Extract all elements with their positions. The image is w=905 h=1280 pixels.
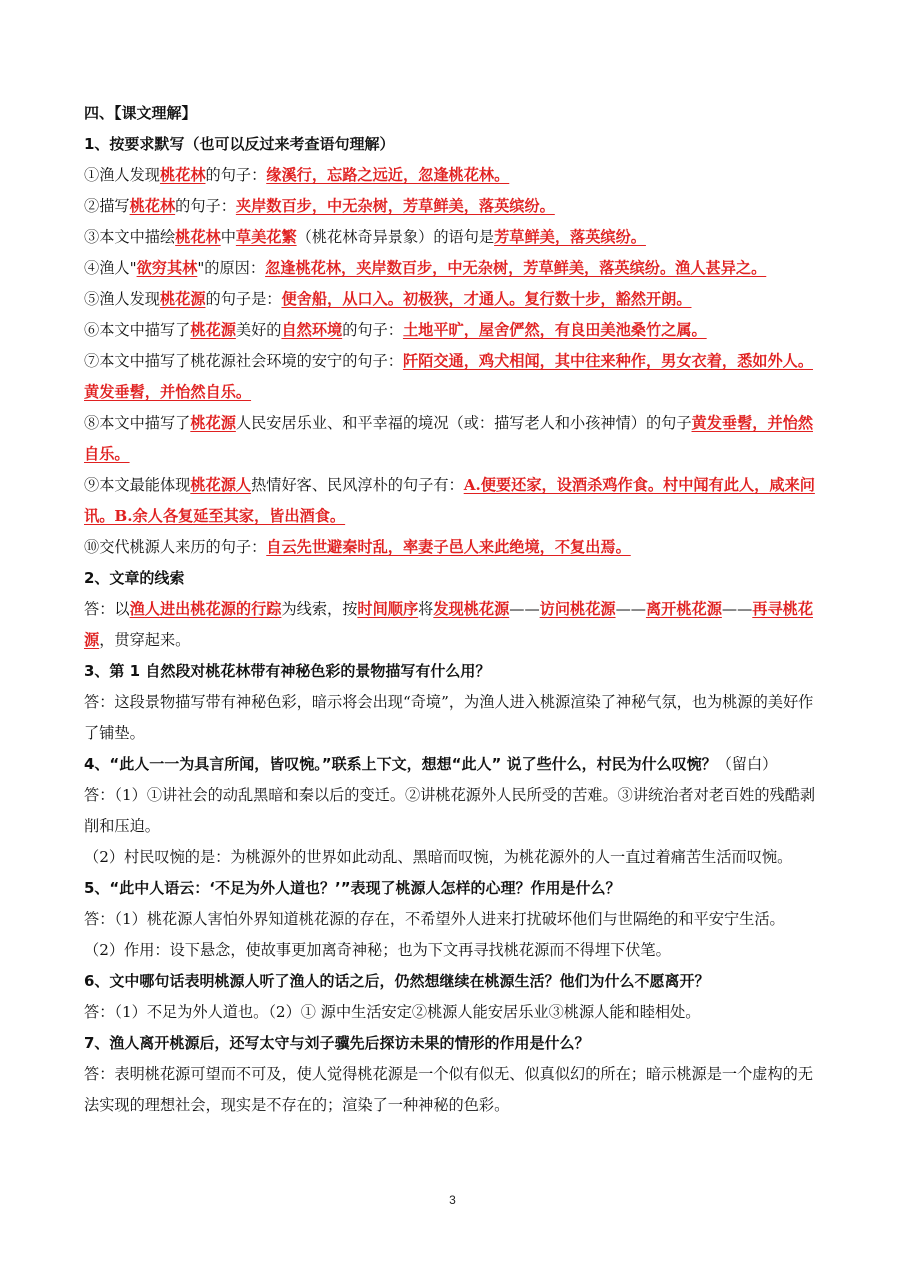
keyword: 发现桃花源 bbox=[433, 600, 510, 618]
answer: 土地平旷，屋舍俨然，有良田美池桑竹之属。 bbox=[402, 321, 707, 339]
answer: 缘溪行，忘路之远近，忽逢桃花林。 bbox=[266, 166, 510, 184]
page-number: 3 bbox=[449, 1193, 456, 1207]
section-title: 四、【课文理解】 bbox=[84, 104, 197, 122]
q1-item-6: ⑥本文中描写了桃花源美好的自然环境的句子：土地平旷，屋舍俨然，有良田美池桑竹之属。 bbox=[84, 321, 707, 339]
q1-item-4: ④渔人"欲穷其林"的原因：忽逢桃花林，夹岸数百步，中无杂树，芳草鲜美，落英缤纷。渔人甚异之。 bbox=[84, 259, 767, 277]
answer: A.便要还家，设酒杀鸡作食。村中闻有此人，咸来问讯。B.余人各复延至其家，皆出酒食。 bbox=[84, 476, 815, 525]
q1-item-5: ⑤渔人发现桃花源的句子是：便舍船，从口入。初极狭，才通人。复行数十步，豁然开朗。 bbox=[84, 290, 692, 308]
q2-title: 2、文章的线索 bbox=[84, 569, 185, 587]
q3-answer: 答：这段景物描写带有神秘色彩，暗示将会出现“奇境”，为渔人进入桃源渲染了神秘气氛，也为桃源的美好作了铺垫。 bbox=[84, 693, 814, 742]
worksheet-page bbox=[84, 98, 826, 1121]
q1-item-1: ①渔人发现桃花林的句子：缘溪行，忘路之远近，忽逢桃花林。 bbox=[84, 166, 510, 184]
keyword: 自然环境 bbox=[281, 321, 343, 339]
q6-title: 6、文中哪句话表明桃源人听了渔人的话之后，仍然想继续在桃源生活？他们为什么不愿离开？ bbox=[84, 972, 710, 990]
keyword: 再寻桃花源 bbox=[84, 600, 813, 649]
keyword: 渔人进出桃花源的行踪 bbox=[129, 600, 282, 618]
keyword: 时间顺序 bbox=[357, 600, 419, 618]
q1-item-8: ⑧本文中描写了桃花源人民安居乐业、和平幸福的境况（或：描写老人和小孩神情）的句子黄发垂髫，并怡然自乐。 bbox=[84, 414, 813, 463]
q3-title: 3、第 1 自然段对桃花林带有神秘色彩的景物描写有什么用？ bbox=[84, 662, 491, 680]
q5-answer-1: 答：（1）桃花源人害怕外界知道桃花源的存在，不希望外人进来打扰破坏他们与世隔绝的和平安宁生活。 bbox=[84, 910, 785, 928]
q2-answer: 答：以渔人进出桃花源的行踪为线索，按时间顺序将发现桃花源——访问桃花源——离开桃花源——再寻桃花源，贯穿起来。 bbox=[84, 600, 813, 649]
keyword: 访问桃花源 bbox=[539, 600, 616, 618]
answer: 夹岸数百步，中无杂树，芳草鲜美，落英缤纷。 bbox=[235, 197, 555, 215]
q4-title-block bbox=[84, 749, 826, 780]
q6-answer: 答：（1）不足为外人道也。（2）① 源中生活安定②桃源人能安居乐业③桃源人能和睦相处。 bbox=[84, 1003, 701, 1021]
answer: 黄发垂髫，并怡然自乐。 bbox=[84, 414, 813, 463]
keyword: 桃花林 bbox=[175, 228, 221, 246]
keyword: 离开桃花源 bbox=[645, 600, 722, 618]
keyword: 桃花源 bbox=[159, 290, 206, 308]
keyword: 欲穷其林 bbox=[136, 259, 198, 277]
keyword: 草美花繁 bbox=[235, 228, 297, 246]
keyword: 桃花林 bbox=[159, 166, 206, 184]
q4-title: 4、“此人一一为具言所闻，皆叹惋。”联系上下文，想想“此人” 说了些什么，村民为什么叹惋？ bbox=[84, 755, 717, 773]
q1-item-7: ⑦本文中描写了桃花源社会环境的安宁的句子：阡陌交通，鸡犬相闻，其中往来种作，男女衣着，悉如外人。黄发垂髫，并怡然自乐。 bbox=[84, 352, 813, 401]
answer: 忽逢桃花林，夹岸数百步，中无杂树，芳草鲜美，落英缤纷。渔人甚异之。 bbox=[265, 259, 767, 277]
answer: 阡陌交通，鸡犬相闻，其中往来种作，男女衣着，悉如外人。黄发垂髫，并怡然自乐。 bbox=[84, 352, 813, 401]
q4-title-note: （留白） bbox=[716, 755, 778, 773]
q1-title: 1、按要求默写（也可以反过来考查语句理解） bbox=[84, 135, 395, 153]
q7-title: 7、渔人离开桃源后，还写太守与刘子骥先后探访未果的情形的作用是什么？ bbox=[84, 1034, 590, 1052]
q1-item-2: ②描写桃花林的句子：夹岸数百步，中无杂树，芳草鲜美，落英缤纷。 bbox=[84, 197, 555, 215]
q1-item-3: ③本文中描绘桃花林中草美花繁（桃花林奇异景象）的语句是芳草鲜美，落英缤纷。 bbox=[84, 228, 646, 246]
q4-answer-2: （2）村民叹惋的是：为桃源外的世界如此动乱、黑暗而叹惋，为桃花源外的人一直过着痛苦生活而叹惋。 bbox=[84, 848, 793, 866]
q1-item-10: ⑩交代桃源人来历的句子：自云先世避秦时乱，率妻子邑人来此绝境，不复出焉。 bbox=[84, 538, 631, 556]
answer: 芳草鲜美，落英缤纷。 bbox=[494, 228, 646, 246]
q5-title: 5、“此中人语云：‘不足为外人道也？’”表现了桃源人怎样的心理？作用是什么？ bbox=[84, 879, 621, 897]
keyword: 桃花源 bbox=[190, 321, 236, 339]
keyword: 桃花源人 bbox=[190, 476, 252, 494]
answer: 便舍船，从口入。初极狭，才通人。复行数十步，豁然开朗。 bbox=[281, 290, 692, 308]
q1-item-9: ⑨本文最能体现桃花源人热情好客、民风淳朴的句子有：A.便要还家，设酒杀鸡作食。村中闻有此人，咸来问讯。B.余人各复延至其家，皆出酒食。 bbox=[84, 476, 815, 525]
q7-answer: 答：表明桃花源可望而不可及，使人觉得桃花源是一个似有似无、似真似幻的所在；暗示桃源是一个虚构的无法实现的理想社会，现实是不存在的；渲染了一种神秘的色彩。 bbox=[84, 1065, 813, 1114]
keyword: 桃花林 bbox=[129, 197, 176, 215]
q5-answer-2: （2）作用：设下悬念，使故事更加离奇神秘；也为下文再寻找桃花源而不得埋下伏笔。 bbox=[84, 941, 671, 959]
keyword: 桃花源 bbox=[190, 414, 236, 432]
q4-answer-1: 答：（1）①讲社会的动乱黑暗和秦以后的变迁。②讲桃花源外人民所受的苦难。③讲统治者对老百姓的残酷剥削和压迫。 bbox=[84, 786, 816, 835]
answer: 自云先世避秦时乱，率妻子邑人来此绝境，不复出焉。 bbox=[266, 538, 631, 556]
